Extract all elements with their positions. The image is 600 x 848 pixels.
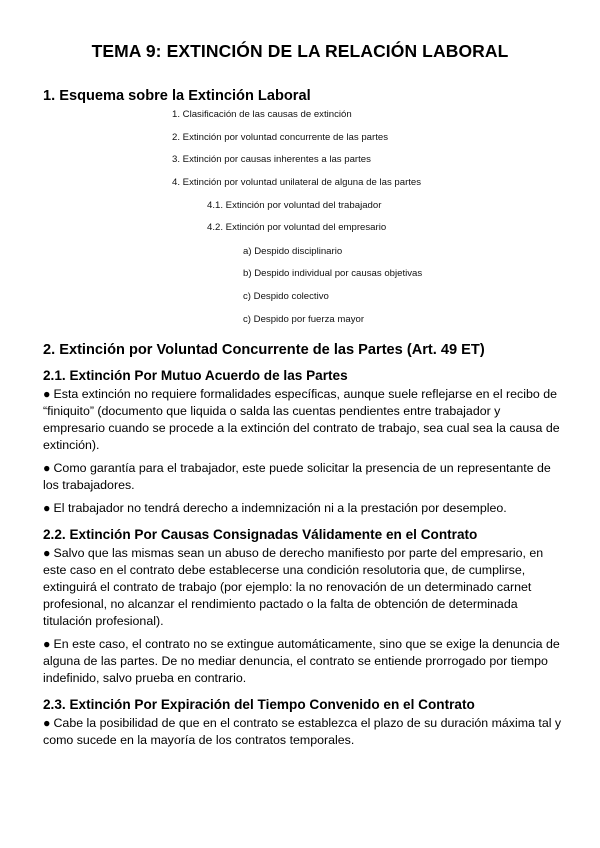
paragraph: ● Salvo que las mismas sean un abuso de derecho manifiesto por parte del empresario, en este caso en el contrato debe establecerse una condición resolutoria que, de cumplirse, extinguirá el contrato de trabajo (por ejemplo: la no renovación de un determinado carnet profesional, no alcanzar el rendimiento pactado o la falta de obtención de determinada titulación profesional).: [43, 546, 544, 628]
document-title: TEMA 9: EXTINCIÓN DE LA RELACIÓN LABORAL: [91, 41, 509, 61]
outline-item: 4.2. Extinción por voluntad del empresario: [207, 222, 387, 233]
outline-item: c) Despido por fuerza mayor: [243, 314, 365, 325]
outline-item: 2. Extinción por voluntad concurrente de las partes: [172, 132, 388, 143]
outline-item: 4.1. Extinción por voluntad del trabajador: [207, 200, 382, 211]
paragraph: ● Como garantía para el trabajador, este puede solicitar la presencia de un representante de los trabajadores.: [43, 461, 551, 492]
outline-item: 4. Extinción por voluntad unilateral de alguna de las partes: [172, 177, 422, 188]
bullet-icon: ●: [43, 387, 51, 401]
outline-item: 3. Extinción por causas inherentes a las partes: [172, 154, 371, 165]
paragraph: ● Esta extinción no requiere formalidades específicas, aunque suele reflejarse en el recibo de “finiquito” (documento que liquida o salda las cuentas pendientes entre trabajador y empresario cuando se procede a la extinción del contrato de trabajo, sea cual sea la causa de extinción).: [43, 387, 560, 452]
bullet-icon: ●: [43, 716, 51, 730]
outline-item: c) Despido colectivo: [243, 291, 329, 302]
bullet-icon: ●: [43, 637, 51, 651]
outline-item: b) Despido individual por causas objetivas: [243, 268, 423, 279]
bullet-icon: ●: [43, 501, 51, 515]
bullet-icon: ●: [43, 546, 51, 560]
paragraph: ● El trabajador no tendrá derecho a indemnización ni a la prestación por desempleo.: [43, 501, 507, 515]
paragraph: ● Cabe la posibilidad de que en el contrato se establezca el plazo de su duración máxima tal y como sucede en la mayoría de los contratos temporales.: [43, 716, 562, 747]
subsection-2-2-heading: 2.2. Extinción Por Causas Consignadas Válidamente en el Contrato: [43, 527, 478, 542]
bullet-icon: ●: [43, 461, 51, 475]
paragraph: ● En este caso, el contrato no se extingue automáticamente, sino que se exige la denuncia de alguna de las partes. De no mediar denuncia, el contrato se entiende prorrogado por tiempo indefinido, salvo prueba en contrario.: [43, 637, 560, 685]
subsection-2-3-heading: 2.3. Extinción Por Expiración del Tiempo Convenido en el Contrato: [43, 697, 475, 712]
outline-item: a) Despido disciplinario: [243, 246, 343, 257]
section-2-heading: 2. Extinción por Voluntad Concurrente de las Partes (Art. 49 ET): [43, 342, 485, 358]
section-1-heading: 1. Esquema sobre la Extinción Laboral: [43, 88, 311, 104]
outline-item: 1. Clasificación de las causas de extinción: [172, 109, 352, 120]
subsection-2-1-heading: 2.1. Extinción Por Mutuo Acuerdo de las Partes: [43, 368, 348, 383]
